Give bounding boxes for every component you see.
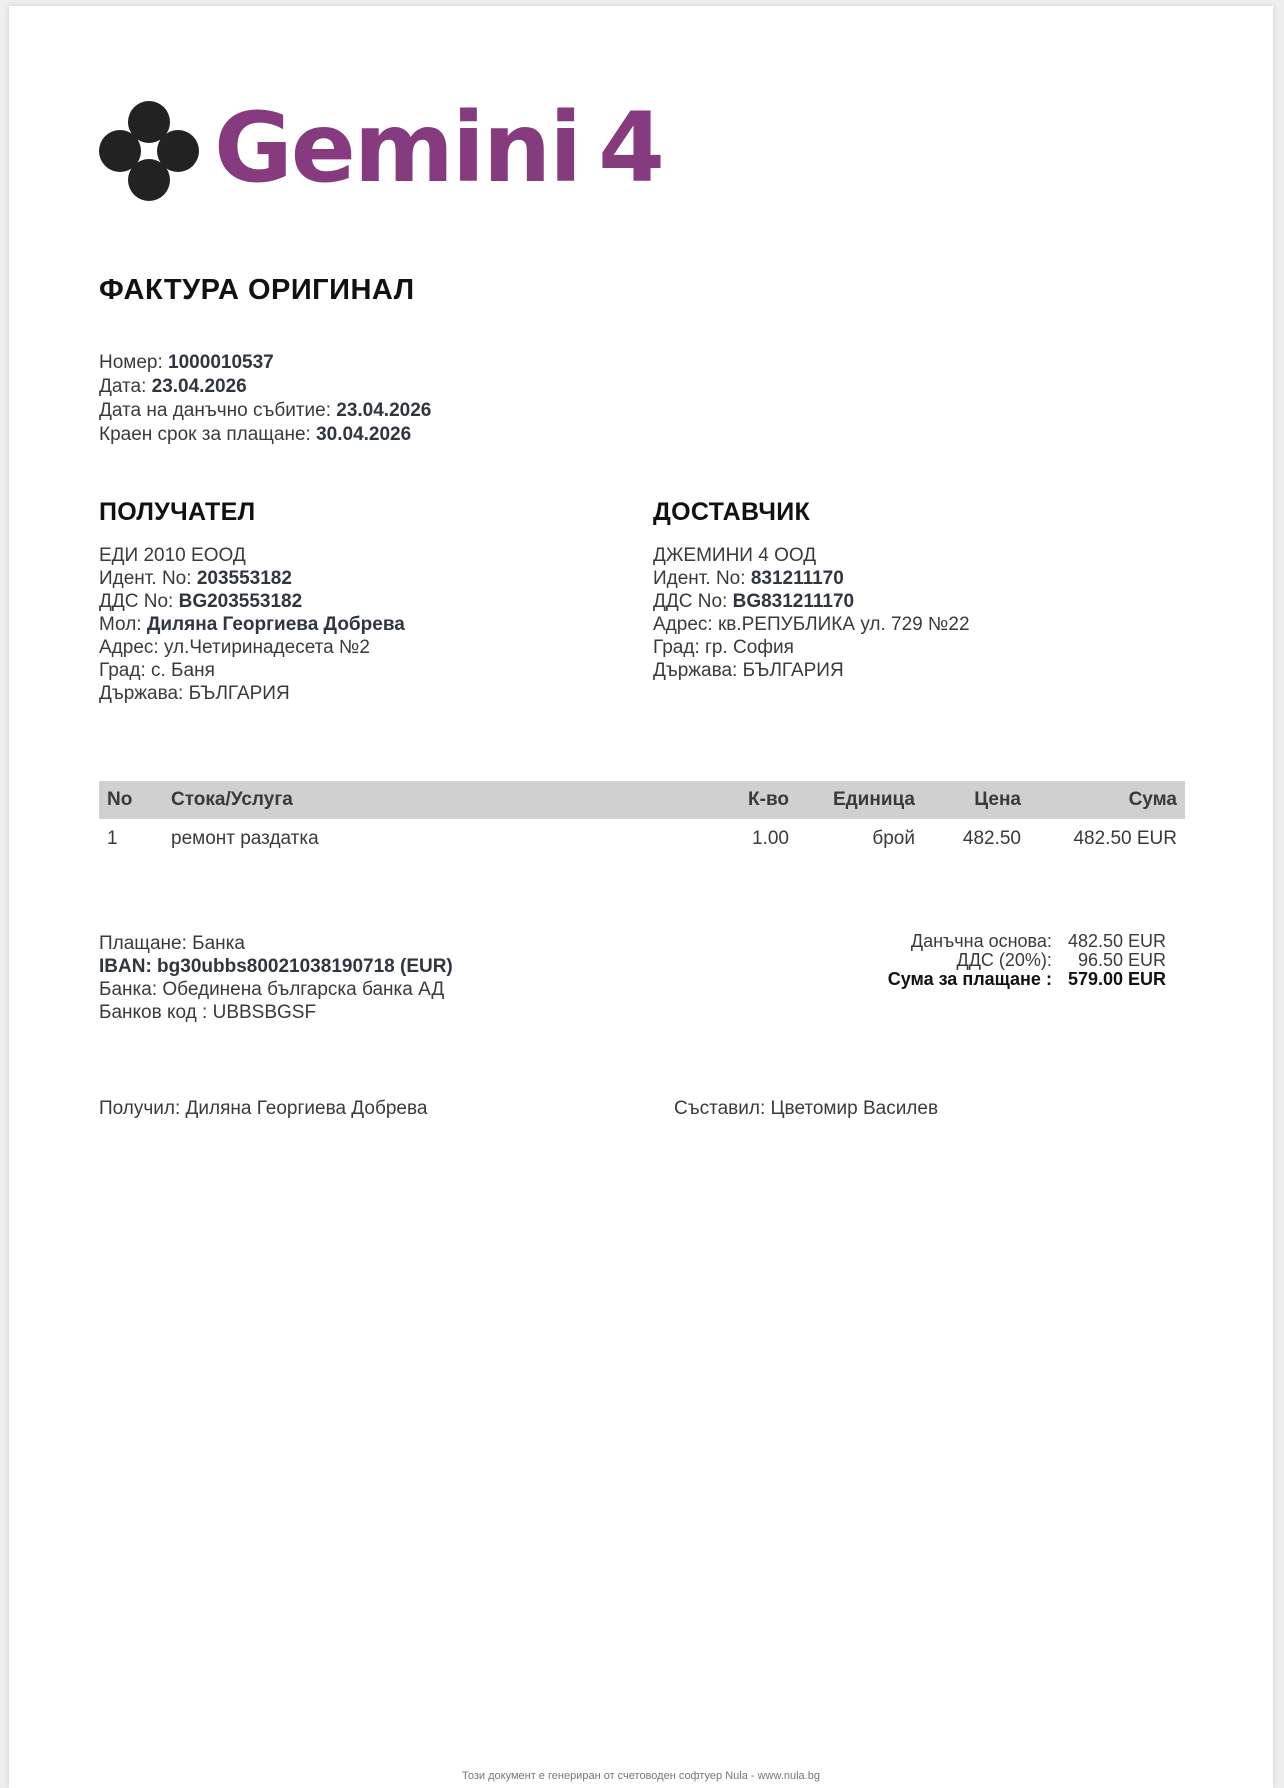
col-qty: К-во <box>691 781 797 819</box>
recipient-id <box>99 567 619 590</box>
tax-event-value: 23.04.2026 <box>336 400 432 421</box>
totals-vat-row <box>872 951 1166 970</box>
supplier-name: ДЖЕМИНИ 4 ООД <box>653 545 817 566</box>
recipient-block <box>99 498 619 705</box>
col-price: Цена <box>923 781 1029 819</box>
vat-value: 96.50 EUR <box>1077 950 1166 970</box>
total-value: 579.00 EUR <box>1067 969 1166 989</box>
payment-iban <box>99 955 453 978</box>
supplier-vat-value: BG831211170 <box>732 591 855 612</box>
recipient-vat-value: BG203553182 <box>178 591 303 612</box>
supplier-vat <box>653 590 1173 613</box>
tax-event-date <box>99 399 431 423</box>
total-label: Сума за плащане : <box>887 969 1052 989</box>
col-no: No <box>99 781 163 819</box>
invoice-date <box>99 375 431 399</box>
supplier-address: Адрес: кв.РЕПУБЛИКА ул. 729 №22 <box>653 614 970 635</box>
logo-number: 4 <box>598 92 663 204</box>
invoice-date-value: 23.04.2026 <box>151 376 247 397</box>
tax-event-label: Дата на данъчно събитие: <box>99 400 331 421</box>
payment-method: Плащане: Банка <box>99 933 245 954</box>
items-header-row <box>99 781 1185 819</box>
totals-block <box>872 932 1166 989</box>
tax-base-value: 482.50 EUR <box>1067 931 1166 951</box>
supplier-id-value: 831211170 <box>750 568 844 589</box>
recipient-mol-label: Мол: <box>99 614 142 635</box>
invoice-meta <box>99 351 431 447</box>
invoice-number <box>99 351 431 375</box>
row-qty: 1.00 <box>752 828 789 849</box>
invoice-page <box>9 6 1273 1788</box>
items-table <box>99 781 1185 859</box>
supplier-vat-label: ДДС No: <box>653 591 728 612</box>
row-no: 1 <box>107 828 118 849</box>
payment-iban-value: IBAN: bg30ubbs80021038190718 (EUR) <box>99 956 453 977</box>
logo-text: Gemini <box>214 92 581 204</box>
row-price: 482.50 <box>962 828 1021 849</box>
payment-bank: Банка: Обединена българска банка АД <box>99 979 445 1000</box>
col-item: Стока/Услуга <box>163 781 691 819</box>
recipient-vat-label: ДДС No: <box>99 591 174 612</box>
tax-base-label: Данъчна основа: <box>910 931 1052 951</box>
supplier-heading: ДОСТАВЧИК <box>653 498 811 526</box>
totals-base-row <box>872 932 1166 951</box>
supplier-city: Град: гр. София <box>653 637 794 658</box>
invoice-number-label: Номер: <box>99 352 163 373</box>
received-by: Получил: Диляна Георгиева Добрева <box>99 1098 428 1119</box>
col-sum: Сума <box>1029 781 1185 819</box>
row-item: ремонт раздатка <box>171 828 319 849</box>
payment-block <box>99 932 453 1024</box>
totals-grand-row <box>872 970 1166 989</box>
supplier-block <box>653 498 1173 682</box>
recipient-heading: ПОЛУЧАТЕЛ <box>99 498 256 526</box>
due-date <box>99 423 431 447</box>
company-logo <box>99 92 663 211</box>
col-unit: Единица <box>797 781 923 819</box>
vat-label: ДДС (20%): <box>956 950 1052 970</box>
footer-note: Този документ е генериран от счетоводен софтуер Nula - www.nula.bg <box>462 1770 820 1782</box>
row-unit: брой <box>872 828 915 849</box>
recipient-name: ЕДИ 2010 ЕООД <box>99 545 246 566</box>
document-title: ФАКТУРА ОРИГИНАЛ <box>99 274 415 306</box>
supplier-id <box>653 567 1173 590</box>
supplier-id-label: Идент. No: <box>653 568 746 589</box>
logo-dots-icon <box>99 101 199 201</box>
row-sum: 482.50 EUR <box>1073 828 1177 849</box>
invoice-number-value: 1000010537 <box>168 352 274 373</box>
payment-bank-code: Банков код : UBBSBGSF <box>99 1002 317 1023</box>
compiled-by: Съставил: Цветомир Василев <box>674 1098 939 1119</box>
recipient-city: Град: с. Баня <box>99 660 215 681</box>
supplier-country: Държава: БЪЛГАРИЯ <box>653 660 844 681</box>
recipient-id-label: Идент. No: <box>99 568 192 589</box>
recipient-address: Адрес: ул.Четиринадесета №2 <box>99 637 370 658</box>
recipient-country: Държава: БЪЛГАРИЯ <box>99 683 290 704</box>
invoice-date-label: Дата: <box>99 376 147 397</box>
recipient-vat <box>99 590 619 613</box>
recipient-id-value: 203553182 <box>196 568 292 589</box>
due-date-label: Краен срок за плащане: <box>99 424 311 445</box>
recipient-mol-value: Диляна Георгиева Добрева <box>146 614 405 635</box>
due-date-value: 30.04.2026 <box>316 424 412 445</box>
logo-wordmark <box>214 91 663 206</box>
table-row <box>99 819 1185 859</box>
recipient-mol <box>99 613 619 636</box>
